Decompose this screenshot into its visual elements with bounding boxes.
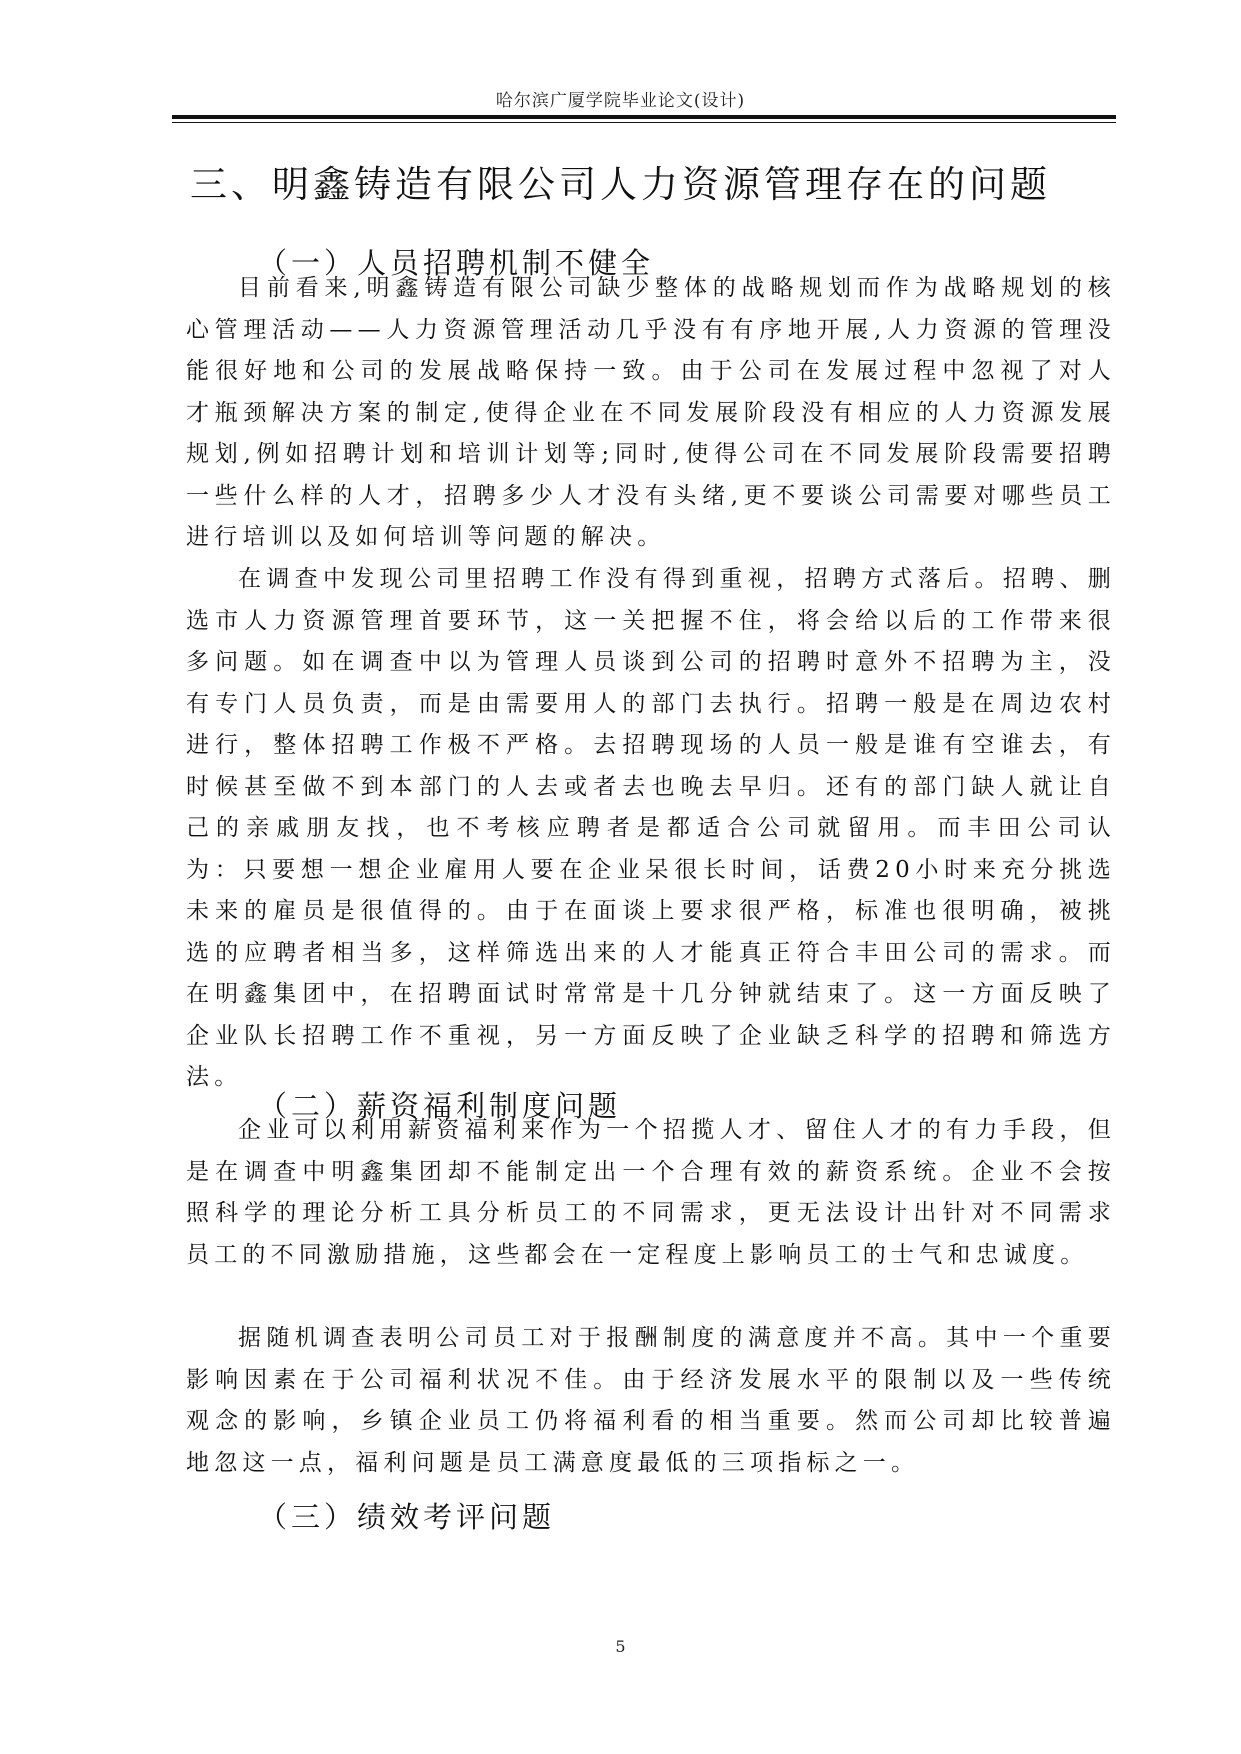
page-number: 5 <box>615 1637 626 1656</box>
paragraph-1-1: 目前看来,明鑫铸造有限公司缺少整体的战略规划而作为战略规划的核心管理活动——人力资源管理活动几乎没有有序地开展,人力资源的管理没能很好地和公司的发展战略保持一致。由于公司在发展过程中忽视了对人才瓶颈解决方案的制定,使得企业在不同发展阶段没有相应的人力资源发展规划,例如招聘计划和培训计划等;同时,使得公司在不同发展阶段需要招聘一些什么样的人才，招聘多少人才没有头绪,更不要谈公司需要对哪些员工进行培训以及如何培训等问题的解决。 <box>186 275 1116 550</box>
paragraph-1-2: 在调查中发现公司里招聘工作没有得到重视，招聘方式落后。招聘、删选市人力资源管理首要环节，这一关把握不住，将会给以后的工作带来很多问题。如在调查中以为管理人员谈到公司的招聘时意外不招聘为主，没有专门人员负责，而是由需要用人的部门去执行。招聘一般是在周边农村进行，整体招聘工作极不严格。去招聘现场的人员一般是谁有空谁去，有时候甚至做不到本部门的人去或者去也晚去早归。还有的部门缺人就让自己的亲戚朋友找，也不考核应聘者是都适合公司就留用。而丰田公司认为：只要想一想企业雇用人要在企业呆很长时间，话费20小时来充分挑选未来的雇员是很值得的。由于在面谈上要求很严格，标准也很明确，被挑选的应聘者相当多，这样筛选出来的人才能真正符合丰田公司的需求。而在明鑫集团中，在招聘面试时常常是十几分钟就结束了。这一方面反映了企业队长招聘工作不重视，另一方面反映了企业缺乏科学的招聘和筛选方法。 <box>186 566 1116 1090</box>
paragraph-2-2: 据随机调查表明公司员工对于报酬制度的满意度并不高。其中一个重要影响因素在于公司福利状况不佳。由于经济发展水平的限制以及一些传统观念的影响，乡镇企业员工仍将福利看的相当重要。然而公司却比较普遍地忽这一点，福利问题是员工满意度最低的三项指标之一。 <box>186 1325 1116 1476</box>
section-heading-3: （三）绩效考评问题 <box>258 1500 556 1534</box>
paragraph-2-1: 企业可以利用薪资福利来作为一个招揽人才、留住人才的有力手段，但是在调查中明鑫集团却不能制定出一个合理有效的薪资系统。企业不会按照科学的理论分析工具分析员工的不同需求，更无法设计出针对不同需求员工的不同激励措施，这些都会在一定程度上影响员工的士气和忠诚度。 <box>186 1117 1116 1268</box>
section-heading-2: （二）薪资福利制度问题 <box>258 1089 622 1123</box>
header-rule-thick <box>172 115 1116 119</box>
header-rule-thin <box>172 122 1116 123</box>
document-header: 哈尔滨广厦学院毕业论文(设计) <box>495 91 746 111</box>
section-heading-1: （一）人员招聘机制不健全 <box>258 246 655 280</box>
chapter-title: 三、明鑫铸造有限公司人力资源管理存在的问题 <box>190 163 1051 206</box>
